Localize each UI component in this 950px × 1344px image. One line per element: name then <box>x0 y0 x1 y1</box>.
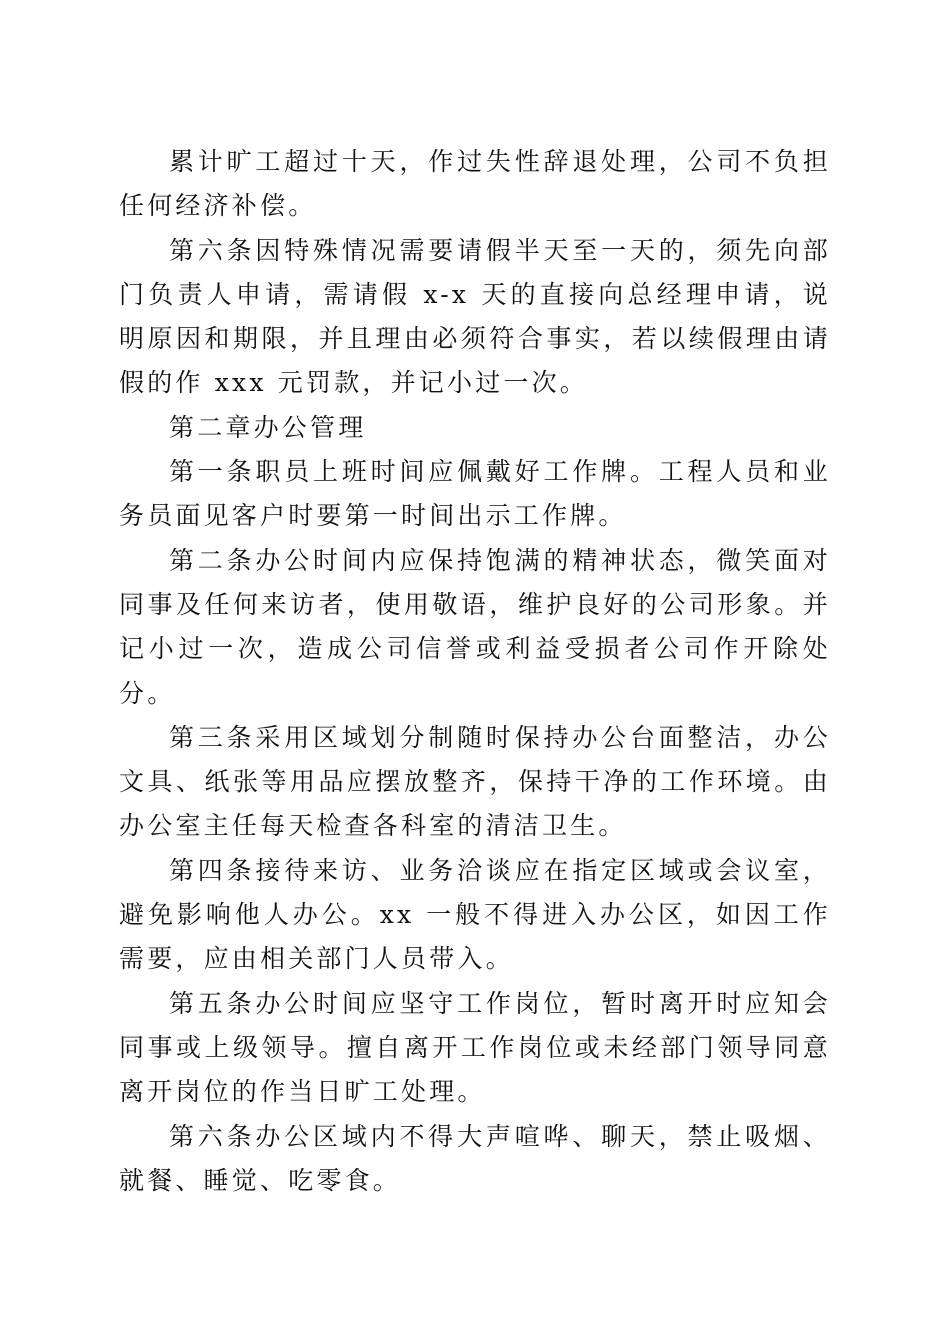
paragraph-article-1-badge: 第一条职员上班时间应佩戴好工作牌。工程人员和业务员面见客户时要第一时间出示工作牌。 <box>119 457 831 531</box>
paragraph-article-3-tidiness: 第三条采用区域划分制随时保持办公台面整洁，办公文具、纸张等用品应摆放整齐，保持干净的工作环境。由办公室主任每天检查各科室的清洁卫生。 <box>119 722 831 841</box>
paragraph-article-4-visitors: 第四条接待来访、业务洽谈应在指定区域或会议室，避免影响他人办公。xx 一般不得进入办公区，如因工作需要，应由相关部门人员带入。 <box>119 855 831 974</box>
document-body <box>119 140 831 1203</box>
paragraph-article-6-leave: 第六条因特殊情况需要请假半天至一天的，须先向部门负责人申请，需请假 x-x 天的直接向总经理申请，说明原因和期限，并且理由必须符合事实，若以续假理由请假的作 xxx 元罚款，并记小过一次。 <box>119 235 831 398</box>
paragraph-absence-compensation: 累计旷工超过十天，作过失性辞退处理，公司不负担任何经济补偿。 <box>119 147 831 221</box>
paragraph-article-6-conduct: 第六条办公区域内不得大声喧哗、聊天，禁止吸烟、就餐、睡觉、吃零食。 <box>119 1121 831 1195</box>
paragraph-article-5-post: 第五条办公时间应坚守工作岗位，暂时离开时应知会同事或上级领导。擅自离开工作岗位或未经部门领导同意离开岗位的作当日旷工处理。 <box>119 988 831 1107</box>
paragraph-article-2-demeanor: 第二条办公时间内应保持饱满的精神状态，微笑面对同事及任何来访者，使用敬语，维护良好的公司形象。并记小过一次，造成公司信誉或利益受损者公司作开除处分。 <box>119 545 831 708</box>
chapter-2-heading: 第二章办公管理 <box>169 412 367 442</box>
